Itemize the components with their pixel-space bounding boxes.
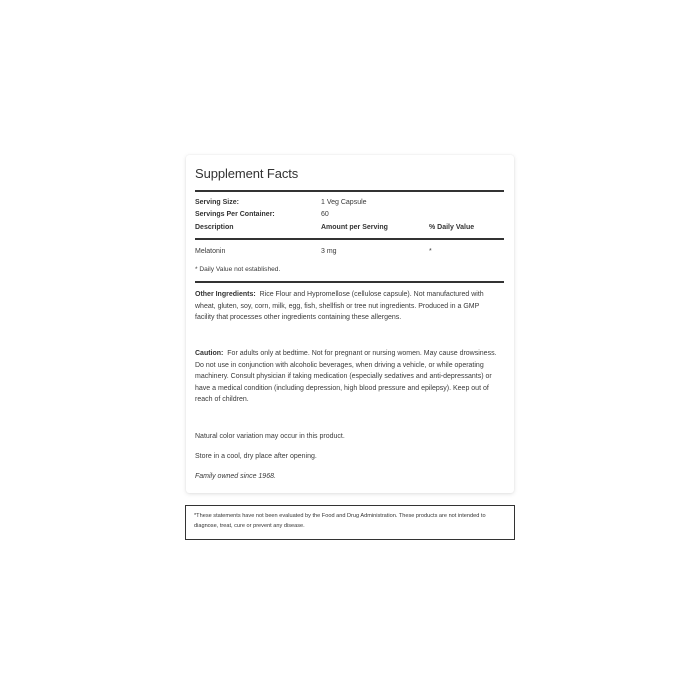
header-description: Description xyxy=(195,224,234,231)
fda-disclaimer-box xyxy=(185,505,515,540)
caution-paragraph xyxy=(195,348,497,406)
other-ingredients-text: Rice Flour and Hypromellose (cellulose capsule). Not manufactured with wheat, gluten, soy, corn, milk, egg, fish, shellfish or tree nut ingredients. Produced in a GMP facility that processes other ingredients containing these allergens. xyxy=(195,291,484,321)
title-divider xyxy=(195,190,504,192)
caution-text: For adults only at bedtime. Not for pregnant or nursing women. May cause drowsiness. Do not use in conjunction with alcoholic beverages, when driving a vehicle, or while operating machinery. Consult physician if taking medication (especially sedatives and anti-depressants) or have a medical condition (including depression, high blood pressure and epilepsy). Keep out of reach of children. xyxy=(195,350,497,403)
header-amount: Amount per Serving xyxy=(321,224,388,231)
serving-size-row xyxy=(195,197,504,208)
storage-note: Store in a cool, dry place after opening. xyxy=(195,453,317,460)
nutrient-name: Melatonin xyxy=(195,248,226,255)
column-header-row xyxy=(195,222,504,233)
color-variation-note: Natural color variation may occur in this product. xyxy=(195,433,345,440)
servings-per-container-row xyxy=(195,209,504,220)
supplement-facts-panel xyxy=(186,155,514,493)
caution-label: Caution: xyxy=(195,350,224,357)
nutrient-row xyxy=(195,246,504,257)
header-divider xyxy=(195,238,504,240)
serving-size-label: Serving Size: xyxy=(195,199,239,206)
panel-title: Supplement Facts xyxy=(195,166,299,181)
other-ingredients-label: Other Ingredients: xyxy=(195,291,256,298)
other-ingredients-paragraph xyxy=(195,289,497,324)
fda-disclaimer-text: *These statements have not been evaluated by the Food and Drug Administration. These products are not intended to diagnose, treat, cure or prevent any disease. xyxy=(194,513,486,529)
header-daily-value: % Daily Value xyxy=(429,224,475,231)
serving-size-value: 1 Veg Capsule xyxy=(321,199,367,206)
nutrient-daily-value: * xyxy=(429,248,432,255)
daily-value-footnote xyxy=(195,264,504,275)
servings-per-container-value: 60 xyxy=(321,211,329,218)
family-owned-note: Family owned since 1968. xyxy=(195,473,276,480)
servings-per-container-label: Servings Per Container: xyxy=(195,211,275,218)
facts-bottom-divider xyxy=(195,281,504,283)
nutrient-amount: 3 mg xyxy=(321,248,337,255)
footnote-text: * Daily Value not established. xyxy=(195,266,281,273)
